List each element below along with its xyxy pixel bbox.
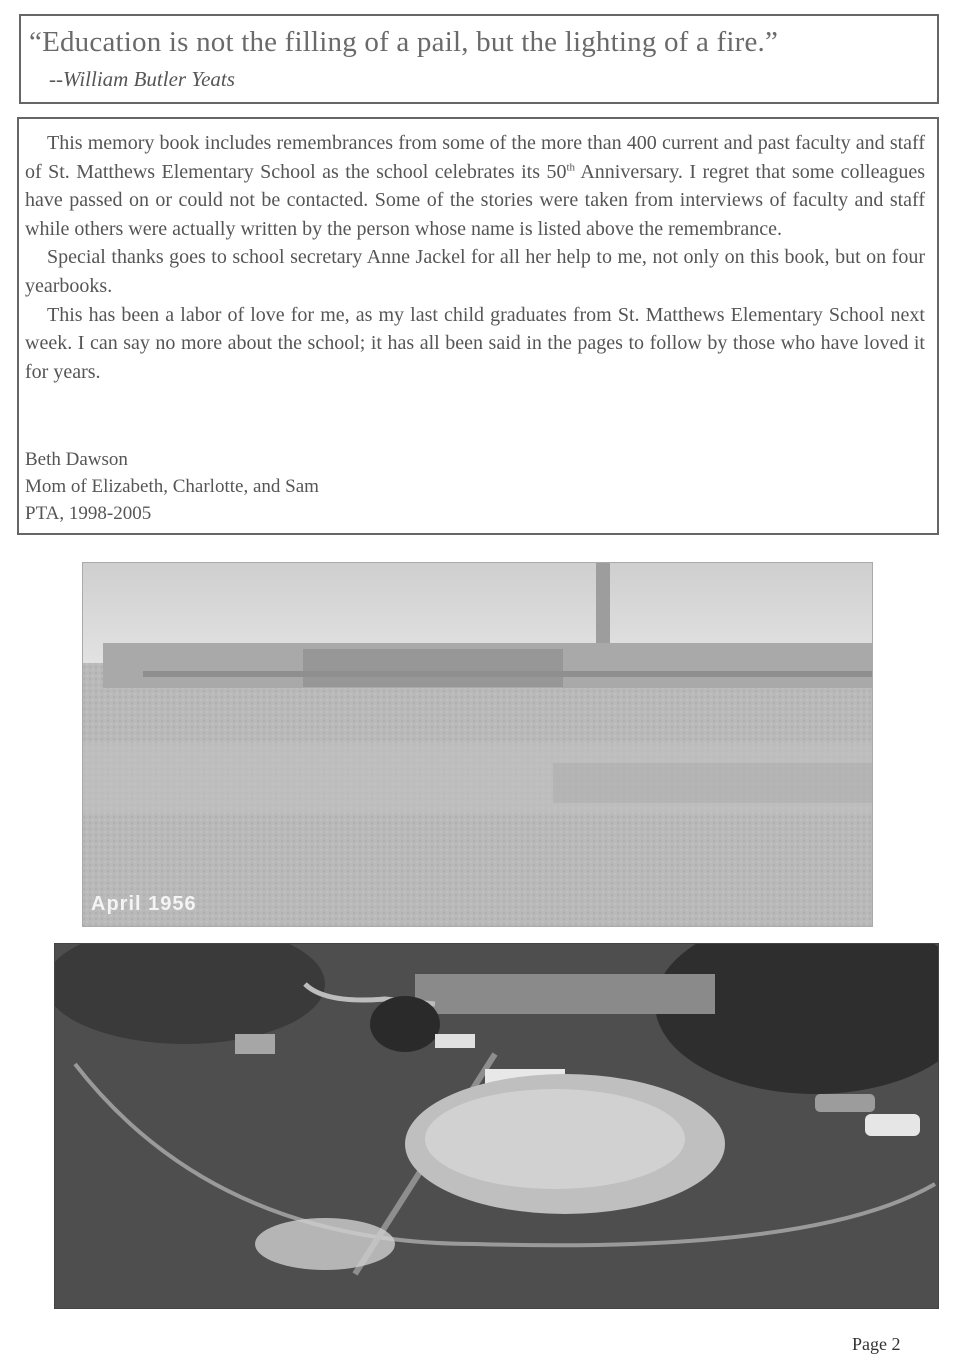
school-aerial-image: [55, 944, 938, 1308]
signature: [25, 446, 319, 527]
school-construction-image: [83, 563, 872, 926]
memo-p1-text-cont: Anniversary. I regret that some colleagues have passed on or could not be contacted. Some of the stories were taken from interviews of faculty and staff while others were actually written by the person whose name is listed above the remembrance.: [25, 160, 926, 240]
quote-text: “Education is not the filling of a pail, but the lighting of a fire.”: [29, 26, 779, 58]
memo-paragraph-2: Special thanks goes to school secretary Anne Jackel for all her help to me, not only on this book, but on four yearbooks.: [25, 246, 925, 297]
memo-paragraph-3: This has been a labor of love for me, as my last child graduates from St. Matthews Elementary School next week. I can say no more about the school; it has all been said in the pages to follow by those who have loved it for years.: [25, 303, 925, 383]
signature-role: Mom of Elizabeth, Charlotte, and Sam: [25, 476, 319, 497]
ordinal-suffix: th: [566, 160, 576, 173]
school-aerial-photo: [54, 943, 939, 1309]
quote-box: [19, 14, 939, 104]
signature-name: Beth Dawson: [25, 449, 128, 470]
memo-paragraph-1: [25, 129, 925, 243]
memo-body: [25, 129, 925, 386]
quote-author: --William Butler Yeats: [49, 67, 235, 91]
page-number: Page 2: [852, 1334, 901, 1354]
school-construction-photo: [82, 562, 873, 927]
memo-box: [17, 117, 939, 535]
signature-pta: PTA, 1998-2005: [25, 503, 152, 524]
memo-p1-text: This memory book includes remembrances from some of the more than 400 current and past faculty and staff of St. Matthews Elementary School as the school celebrates its 50: [25, 132, 925, 183]
photo-caption: April 1956: [91, 893, 197, 915]
